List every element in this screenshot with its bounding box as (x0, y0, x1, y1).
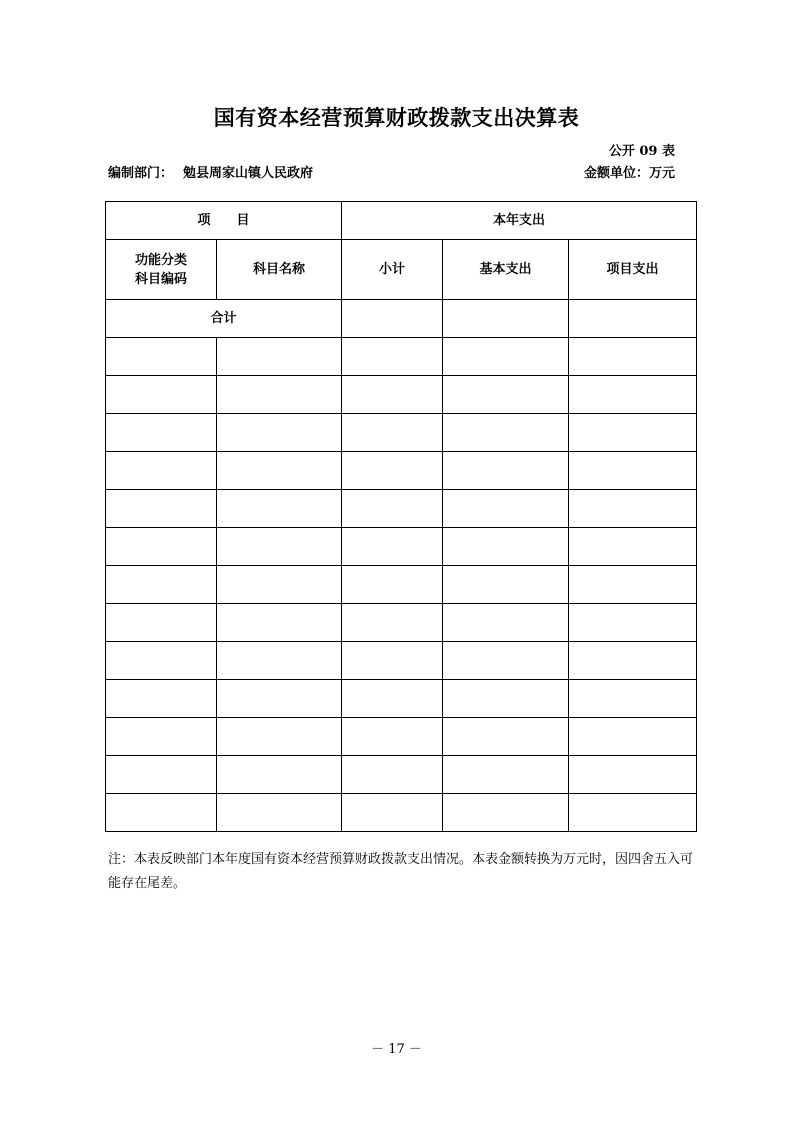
header-func-code-line1: 功能分类 (134, 252, 187, 268)
amount-unit: 金额单位：万元 (583, 166, 675, 181)
table-cell (569, 680, 697, 718)
table-cell (443, 604, 569, 642)
header-func-code (106, 240, 217, 300)
header-basic: 基本支出 (443, 240, 569, 300)
table-cell (217, 338, 342, 376)
table-row (106, 376, 697, 414)
table-cell (443, 642, 569, 680)
table-row (106, 756, 697, 794)
department-line (108, 162, 313, 181)
table-cell (217, 604, 342, 642)
table-row (106, 414, 697, 452)
page-number: － 17 － (371, 1042, 422, 1057)
table-cell (217, 490, 342, 528)
table-header-row-1 (106, 202, 697, 240)
table-cell (342, 528, 443, 566)
department-name: 勉县周家山镇人民政府 (183, 166, 314, 181)
table-cell (342, 490, 443, 528)
table-cell (443, 680, 569, 718)
table-cell (217, 794, 342, 832)
total-project (569, 300, 697, 338)
table-cell (443, 414, 569, 452)
header-subject-name: 科目名称 (217, 240, 342, 300)
table-cell (217, 528, 342, 566)
total-basic (443, 300, 569, 338)
table-cell (217, 642, 342, 680)
table-cell (342, 566, 443, 604)
total-subtotal (342, 300, 443, 338)
form-number: 公开 09 表 (608, 144, 675, 159)
table-row (106, 566, 697, 604)
table-cell (443, 794, 569, 832)
table-cell (342, 680, 443, 718)
header-subtotal: 小计 (342, 240, 443, 300)
table-row (106, 604, 697, 642)
table-cell (106, 756, 217, 794)
table-cell (106, 376, 217, 414)
table-cell (106, 794, 217, 832)
table-cell (106, 452, 217, 490)
table-cell (217, 414, 342, 452)
total-row (106, 300, 697, 338)
table-row (106, 528, 697, 566)
table-row (106, 338, 697, 376)
table-cell (569, 528, 697, 566)
table-cell (443, 490, 569, 528)
table-row (106, 718, 697, 756)
table-cell (569, 642, 697, 680)
table-cell (106, 642, 217, 680)
table-cell (342, 338, 443, 376)
table-cell (217, 718, 342, 756)
table-cell (342, 756, 443, 794)
table-cell (569, 414, 697, 452)
table-row (106, 452, 697, 490)
table-cell (217, 680, 342, 718)
header-current-year: 本年支出 (342, 202, 697, 240)
table-cell (106, 490, 217, 528)
table-cell (569, 452, 697, 490)
table-row (106, 794, 697, 832)
table-cell (443, 528, 569, 566)
table-cell (106, 338, 217, 376)
table-cell (106, 604, 217, 642)
table-cell (106, 566, 217, 604)
table-cell (443, 452, 569, 490)
table-cell (217, 566, 342, 604)
header-item: 项 目 (106, 202, 342, 240)
department-label: 编制部门： (108, 166, 174, 181)
table-cell (106, 528, 217, 566)
table-cell (342, 642, 443, 680)
table-cell (106, 718, 217, 756)
table-cell (569, 756, 697, 794)
footnote: 注：本表反映部门本年度国有资本经营预算财政拨款支出情况。本表金额转换为万元时，因四舍五入可能存在尾差。 (108, 852, 694, 891)
table-cell (342, 452, 443, 490)
table-cell (443, 376, 569, 414)
table-cell (569, 794, 697, 832)
table-cell (342, 718, 443, 756)
table-cell (342, 376, 443, 414)
table-cell (569, 604, 697, 642)
table-row (106, 642, 697, 680)
table-cell (443, 718, 569, 756)
header-func-code-line2: 科目编码 (134, 271, 187, 287)
table-cell (443, 756, 569, 794)
table-cell (342, 414, 443, 452)
table-row (106, 680, 697, 718)
table-cell (569, 490, 697, 528)
table-cell (569, 376, 697, 414)
document-title: 国有资本经营预算财政拨款支出决算表 (213, 106, 580, 130)
expenditure-table (105, 201, 697, 832)
header-project: 项目支出 (569, 240, 697, 300)
table-cell (217, 376, 342, 414)
table-cell (443, 566, 569, 604)
table-cell (342, 604, 443, 642)
total-label: 合计 (106, 300, 342, 338)
table-row (106, 490, 697, 528)
table-cell (106, 680, 217, 718)
table-cell (569, 718, 697, 756)
table-cell (217, 452, 342, 490)
table-cell (569, 338, 697, 376)
table-cell (569, 566, 697, 604)
table-header-row-2 (106, 240, 697, 300)
table-cell (443, 338, 569, 376)
table-cell (342, 794, 443, 832)
table-cell (106, 414, 217, 452)
table-cell (217, 756, 342, 794)
